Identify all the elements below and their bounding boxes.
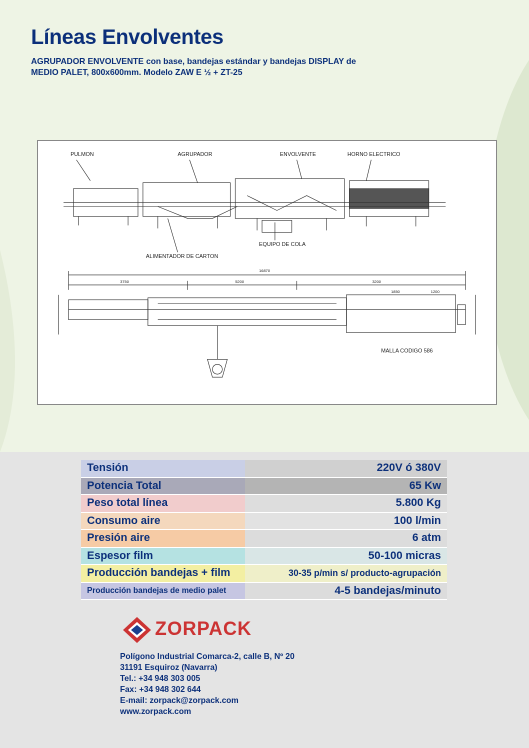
logo-text: ZORPACK (155, 619, 252, 640)
dim-3: 3200 (372, 278, 381, 284)
spec-value: 220V ó 380V (245, 460, 447, 477)
dim-4: 1850 (391, 288, 400, 294)
spec-label: Consumo aire (81, 512, 245, 530)
label-envolvente: ENVOLVENTE (279, 151, 317, 158)
label-pulmon: PULMON (70, 151, 94, 158)
spec-value: 30-35 p/min s/ producto-agrupación (245, 565, 447, 583)
fax: Fax: +34 948 302 644 (120, 685, 201, 695)
spec-label: Presión aire (81, 530, 245, 548)
spec-row (81, 582, 447, 600)
label-agrupador: AGRUPADOR (177, 151, 213, 158)
spec-row (81, 512, 447, 530)
logo-diamond-icon (123, 617, 151, 643)
spec-value: 65 Kw (245, 477, 447, 495)
spec-label: Tensión (81, 460, 245, 477)
spec-row (81, 495, 447, 513)
spec-label: Peso total línea (81, 495, 245, 513)
phone: Tel.: +34 948 303 005 (120, 674, 201, 684)
label-malla: MALLA CODIGO 586 (381, 348, 433, 355)
spec-row (81, 547, 447, 565)
technical-drawing (37, 140, 497, 405)
spec-label: Potencia Total (81, 477, 245, 495)
dim-1: 3750 (120, 278, 129, 284)
label-horno: HORNO ELECTRICO (347, 151, 401, 158)
spec-row (81, 565, 447, 583)
spec-row (81, 530, 447, 548)
label-alimentador: ALIMENTADOR DE CARTON (145, 254, 219, 261)
dim-total: 16870 (259, 268, 271, 274)
page-title: Líneas Envolventes (31, 26, 224, 49)
dim-2: 5200 (235, 278, 245, 284)
spec-value: 6 atm (245, 530, 447, 548)
machine-line-drawing (38, 141, 496, 404)
email-link[interactable]: E-mail: zorpack@zorpack.com (120, 696, 239, 706)
address-line-2: 31191 Esquiroz (Navarra) (120, 663, 218, 673)
company-address (120, 651, 295, 718)
spec-label: Producción bandejas de medio palet (81, 582, 245, 600)
label-equipo-cola: EQUIPO DE COLA (259, 242, 306, 249)
dim-5: 1200 (430, 288, 440, 294)
spec-row (81, 460, 447, 477)
address-line-1: Polígono Industrial Comarca-2, calle B, Nº 20 (120, 652, 295, 661)
spec-value: 5.800 Kg (245, 495, 447, 513)
spec-label: Producción bandejas + film (81, 565, 245, 583)
specifications-table (81, 460, 447, 600)
website-link[interactable]: www.zorpack.com (120, 707, 192, 717)
spec-value: 50-100 micras (245, 547, 447, 565)
spec-value: 100 l/min (245, 512, 447, 530)
spec-row (81, 477, 447, 495)
spec-label: Espesor film (81, 547, 245, 565)
page-subtitle: AGRUPADOR ENVOLVENTE con base, bandejas estándar y bandejas DISPLAY de MEDIO PALET, 800x600mm. Modelo ZAW E ½ + ZT-25 (31, 56, 357, 77)
spec-value: 4-5 bandejas/minuto (245, 582, 447, 600)
